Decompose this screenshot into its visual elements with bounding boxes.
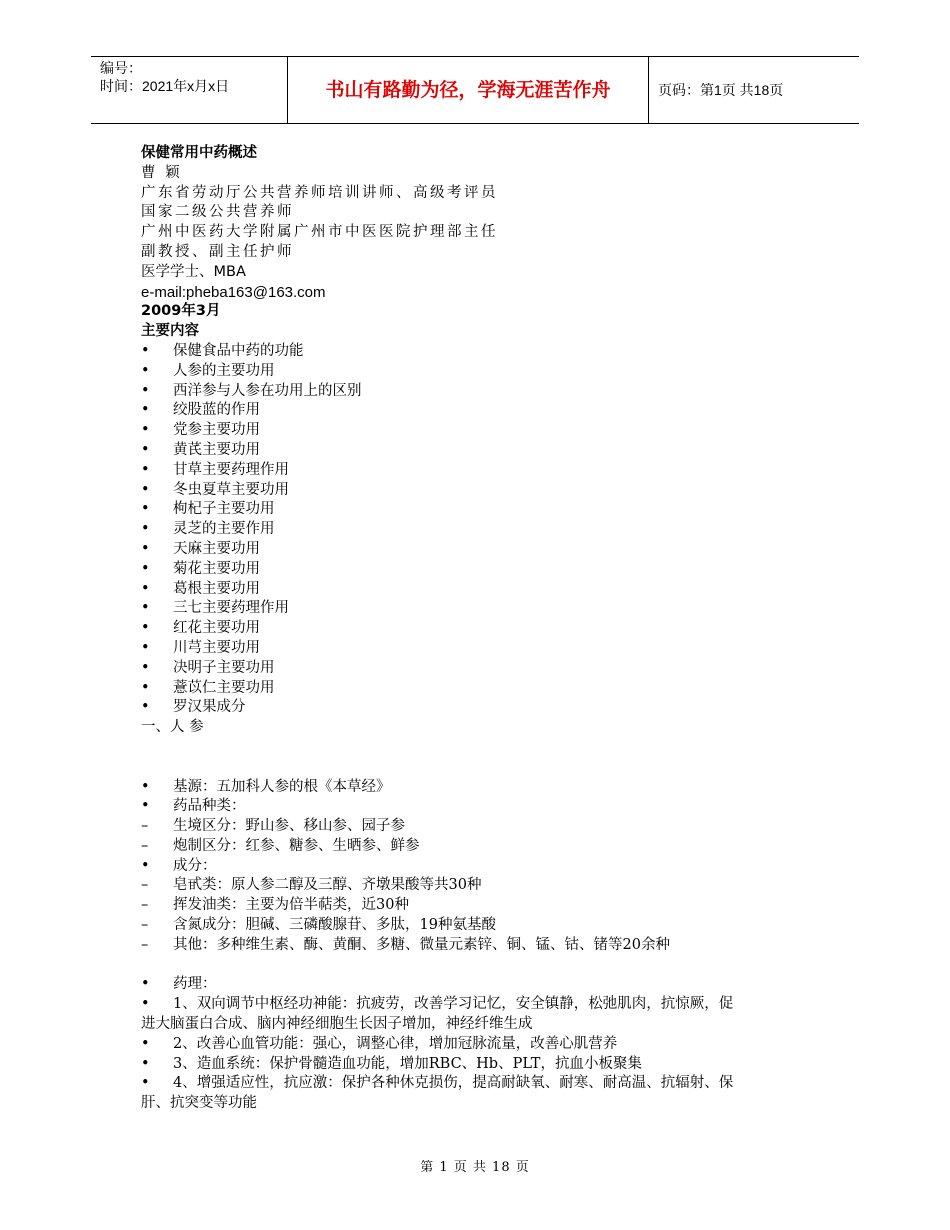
list-item: – 炮制区分：红参、糖参、生晒参、鲜参 [141,837,821,857]
list-item: • 成分： [141,857,821,877]
bullet-icon: • [141,1075,150,1092]
dash-icon: – [141,877,149,894]
document-body [141,144,821,1114]
list-item: • 三七主要药理作用 [141,599,821,619]
bullet-icon: • [141,521,150,538]
spacer [141,956,821,976]
page-footer: 第 1 页 共 18 页 [420,1160,530,1175]
credential-line: 广州中医药大学附属广州市中医医院护理部主任 [141,224,498,241]
list-item: • 1、双向调节中枢经功神能：抗疲劳，改善学习记忆，安全镇静，松弛肌肉，抗惊厥，促 [141,995,821,1015]
list-item: • 冬虫夏草主要功用 [141,481,821,501]
degree-line: 医学学士、MBA [141,263,246,280]
bullet-icon: • [141,362,150,379]
bullet-icon: • [141,560,150,577]
list-item: • 保健食品中药的功能 [141,342,821,362]
list-item: – 生境区分：野山参、移山参、园子参 [141,817,821,837]
list-item: • 西洋参与人参在功用上的区别 [141,382,821,402]
list-item: • 决明子主要功用 [141,659,821,679]
bullet-icon: • [141,461,150,478]
list-item: • 黄芪主要功用 [141,441,821,461]
dash-icon: – [141,936,149,953]
list-item: – 含氮成分：胆碱、三磷酸腺苷、多肽，19种氨基酸 [141,916,821,936]
credential-line: 广东省劳动厅公共营养师培训讲师、高级考评员 [141,184,498,201]
contents-heading: 主要内容 [141,323,199,340]
list-item: • 甘草主要药理作用 [141,461,821,481]
bullet-icon: • [141,639,150,656]
date-line: 2009年3月 [141,303,221,320]
email-line: e-mail:pheba163@163.com [141,283,326,301]
bullet-icon: • [141,540,150,557]
list-item: • 4、增强适应性，抗应激：保护各种休克损伤，提高耐缺氧、耐寒、耐高温、抗辐射、保 [141,1074,821,1094]
list-item: – 皂甙类：原人参二醇及三醇、齐墩果酸等共30种 [141,876,821,896]
credential-line: 国家二级公共营养师 [141,204,294,221]
bullet-icon: • [141,501,150,518]
list-item: • 党参主要功用 [141,421,821,441]
list-item: • 枸杞子主要功用 [141,500,821,520]
list-item: • 葛根主要功用 [141,580,821,600]
bullet-icon: • [141,778,150,795]
bullet-icon: • [141,1035,150,1052]
list-item: • 红花主要功用 [141,619,821,639]
list-item: • 基源：五加科人参的根《本草经》 [141,778,821,798]
list-item: • 菊花主要功用 [141,560,821,580]
list-item: • 药理： [141,975,821,995]
list-item: • 药品种类： [141,797,821,817]
header-page-label: 页码：第1页 共18页 [658,82,784,98]
page-header [91,56,859,124]
bullet-icon: • [141,342,150,359]
bullet-icon: • [141,857,150,874]
bullet-icon: • [141,798,150,815]
doc-title: 保健常用中药概述 [141,145,257,161]
bullet-icon: • [141,996,150,1013]
list-item: – 挥发油类：主要为倍半萜类，近30种 [141,896,821,916]
list-item: • 2、改善心血管功能：强心，调整心律，增加冠脉流量，改善心肌营养 [141,1035,821,1055]
list-item: • 3、造血系统：保护骨髓造血功能，增加RBC、Hb、PLT，抗血小板聚集 [141,1055,821,1075]
header-motto: 书山有路勤为径，学海无涯苦作舟 [287,57,649,123]
dash-icon: – [141,917,149,934]
section-heading: 一、人 参 [141,719,204,736]
bullet-icon: • [141,600,150,617]
contents-list [141,342,821,718]
bullet-icon: • [141,679,150,696]
header-time-label: 时间：2021年x月x日 [100,78,230,94]
list-item-continuation: 肝、抗突变等功能 [141,1095,257,1112]
credential-line: 副教授、副主任护师 [141,243,294,260]
list-item: • 天麻主要功用 [141,540,821,560]
spacer [141,738,821,778]
list-item: • 薏苡仁主要功用 [141,679,821,699]
bullet-icon: • [141,580,150,597]
list-item: • 绞股蓝的作用 [141,401,821,421]
list-item: • 罗汉果成分 [141,698,821,718]
dash-icon: – [141,818,149,835]
bullet-icon: • [141,481,150,498]
bullet-icon: • [141,441,150,458]
bullet-icon: • [141,976,150,993]
header-meta [91,57,287,123]
bullet-icon: • [141,659,150,676]
bullet-icon: • [141,422,150,439]
list-item: – 其他：多种维生素、酶、黄酮、多糖、微量元素锌、铜、锰、钴、锗等20余种 [141,936,821,956]
bullet-icon: • [141,699,150,716]
header-number-label: 编号： [100,60,142,76]
bullet-icon: • [141,1055,150,1072]
bullet-icon: • [141,620,150,637]
list-item-continuation: 进大脑蛋白合成、脑内神经细胞生长因子增加，神经纤维生成 [141,1016,533,1033]
list-item: • 川芎主要功用 [141,639,821,659]
dash-icon: – [141,897,149,914]
list-item: • 人参的主要功用 [141,362,821,382]
list-item: • 灵芝的主要作用 [141,520,821,540]
bullet-icon: • [141,402,150,419]
dash-icon: – [141,837,149,854]
author-name: 曹 颖 [141,164,183,181]
bullet-icon: • [141,382,150,399]
